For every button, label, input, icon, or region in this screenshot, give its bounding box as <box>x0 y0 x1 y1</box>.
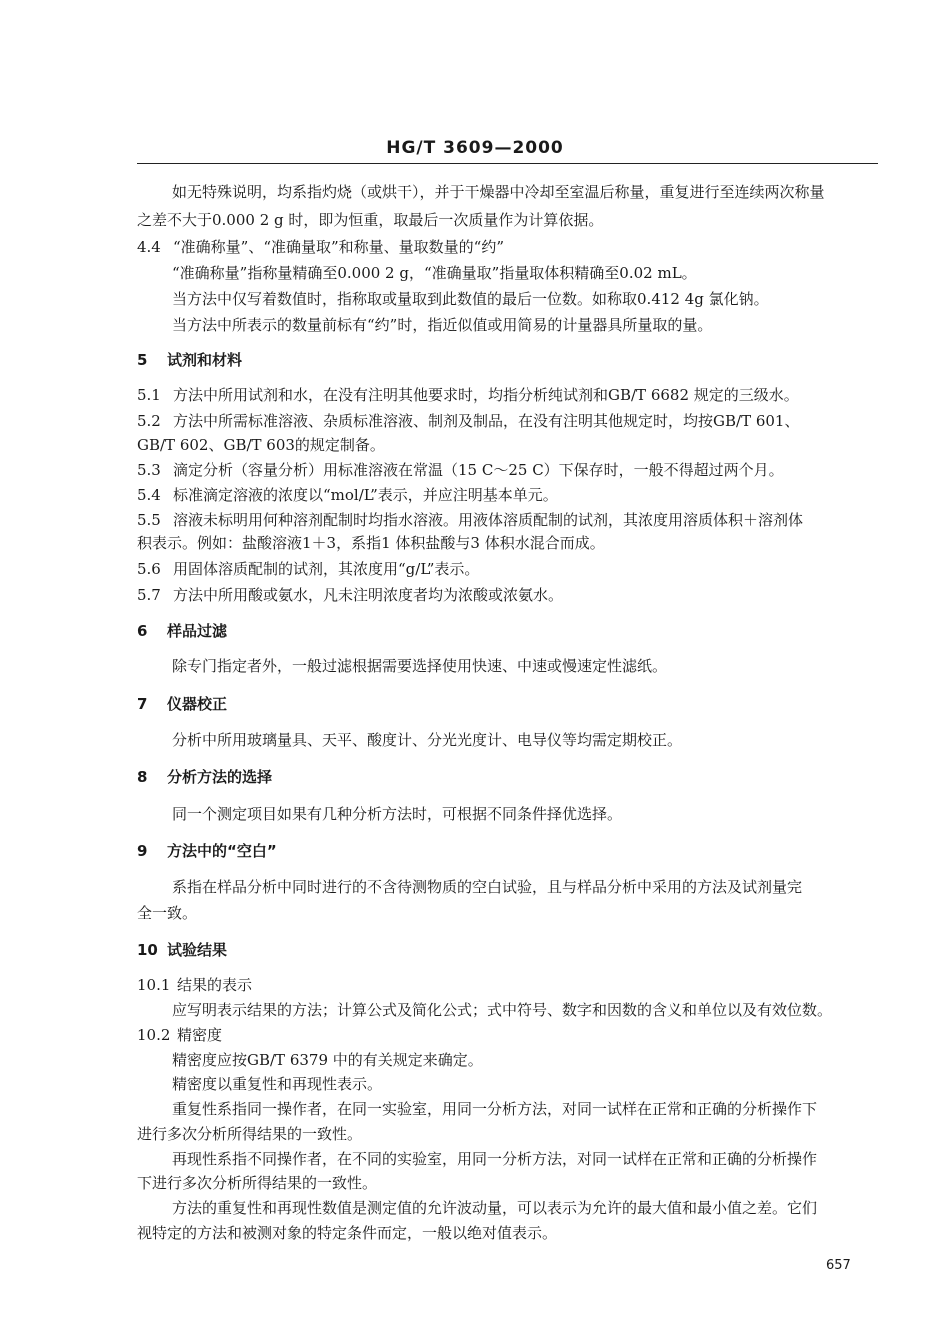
clause-5-2 <box>137 411 799 431</box>
document-header: HG/T 3609—2000 <box>386 138 564 158</box>
clause-text: 标准滴定溶液的浓度以“mol/L”表示，并应注明基本单元。 <box>173 486 558 504</box>
clause-text: 滴定分析（容量分析）用标准溶液在常温（15 C～25 C）下保存时，一般不得超过两个月。 <box>173 461 784 479</box>
clause-number: 5.7 <box>137 586 161 604</box>
clause-4-4-p1: “准确称量”指称量精确至0.000 2 g，“准确量取”指量取体积精确至0.02 mL。 <box>172 264 697 282</box>
section-9-text: 系指在样品分析中同时进行的不含待测物质的空白试验，且与样品分析中采用的方法及试剂量完 <box>172 878 803 896</box>
clause-10-1-heading <box>137 975 252 995</box>
clause-text: 方法中所需标准溶液、杂质标准溶液、制剂及制品，在没有注明其他规定时，均按GB/T 601、 <box>173 412 800 430</box>
section-number: 5 <box>137 351 148 369</box>
clause-title: “准确称量”、“准确量取”和称量、量取数量的“约” <box>173 238 505 256</box>
section-7-text: 分析中所用玻璃量具、天平、酸度计、分光光度计、电导仪等均需定期校正。 <box>172 731 683 749</box>
clause-10-2-p2: 精密度以重复性和再现性表示。 <box>172 1075 383 1093</box>
clause-number: 5.3 <box>137 461 161 479</box>
clause-5-6 <box>137 559 479 579</box>
paragraph-constant-weight: 如无特殊说明，均系指灼烧（或烘干），并于干燥器中冷却至室温后称量，重复进行至连续两次称量 <box>172 183 825 201</box>
clause-5-1 <box>137 385 799 405</box>
clause-text: 溶液未标明用何种溶剂配制时均指水溶液。用液体溶质配制的试剂，其浓度用溶质体积＋溶剂体 <box>173 511 804 529</box>
clause-10-2-p4-cont: 下进行多次分析所得结果的一致性。 <box>137 1174 378 1192</box>
clause-title: 精密度 <box>177 1026 223 1044</box>
section-5-heading <box>137 350 242 370</box>
clause-number: 5.5 <box>137 511 161 529</box>
clause-10-2-p1: 精密度应按GB/T 6379 中的有关规定来确定。 <box>172 1051 483 1069</box>
clause-text: 方法中所用酸或氨水，凡未注明浓度者均为浓酸或浓氨水。 <box>173 586 564 604</box>
clause-number: 4.4 <box>137 238 161 256</box>
clause-number: 5.1 <box>137 386 161 404</box>
section-title: 分析方法的选择 <box>167 768 273 786</box>
section-title: 试剂和材料 <box>167 351 243 369</box>
section-number: 7 <box>137 695 148 713</box>
section-number: 9 <box>137 842 148 860</box>
header-rule <box>137 163 878 164</box>
clause-number: 5.2 <box>137 412 161 430</box>
clause-10-1-text: 应写明表示结果的方法；计算公式及简化公式；式中符号、数字和因数的含义和单位以及有效位数。 <box>172 1001 833 1019</box>
section-title: 样品过滤 <box>167 622 228 640</box>
clause-5-3 <box>137 460 784 480</box>
clause-10-2-p4: 再现性系指不同操作者，在不同的实验室，用同一分析方法，对同一试样在正常和正确的分析操作 <box>172 1150 818 1168</box>
clause-10-2-p5: 方法的重复性和再现性数值是测定值的允许波动量，可以表示为允许的最大值和最小值之差。它们 <box>172 1199 818 1217</box>
clause-10-2-p5-cont: 视特定的方法和被测对象的特定条件而定，一般以绝对值表示。 <box>137 1224 558 1242</box>
section-9-heading <box>137 841 277 861</box>
clause-5-7 <box>137 585 563 605</box>
section-title: 试验结果 <box>167 941 228 959</box>
clause-10-2-p3: 重复性系指同一操作者，在同一实验室，用同一分析方法，对同一试样在正常和正确的分析操作下 <box>172 1100 818 1118</box>
section-7-heading <box>137 694 227 714</box>
paragraph-constant-weight-cont: 之差不大于0.000 2 g 时，即为恒重，取最后一次质量作为计算依据。 <box>137 211 604 229</box>
clause-title: 结果的表示 <box>177 976 253 994</box>
section-number: 10 <box>137 941 158 959</box>
clause-number: 5.4 <box>137 486 161 504</box>
section-10-heading <box>137 940 227 960</box>
section-title: 仪器校正 <box>167 695 228 713</box>
clause-text: 方法中所用试剂和水，在没有注明其他要求时，均指分析纯试剂和GB/T 6682 规定的三级水。 <box>173 386 799 404</box>
page-number: 657 <box>826 1258 851 1273</box>
section-6-heading <box>137 621 227 641</box>
clause-4-4-heading <box>137 237 504 257</box>
clause-number: 10.1 <box>137 976 171 994</box>
section-8-heading <box>137 767 272 787</box>
clause-5-5-cont: 积表示。例如：盐酸溶液1＋3，系指1 体积盐酸与3 体积水混合而成。 <box>137 534 605 552</box>
section-9-text-cont: 全一致。 <box>137 904 198 922</box>
clause-number: 10.2 <box>137 1026 171 1044</box>
clause-5-4 <box>137 485 558 505</box>
clause-text: 用固体溶质配制的试剂，其浓度用“g/L”表示。 <box>173 560 480 578</box>
section-6-text: 除专门指定者外，一般过滤根据需要选择使用快速、中速或慢速定性滤纸。 <box>172 657 668 675</box>
clause-number: 5.6 <box>137 560 161 578</box>
section-number: 8 <box>137 768 148 786</box>
clause-10-2-heading <box>137 1025 222 1045</box>
section-title: 方法中的“空白” <box>167 842 277 860</box>
clause-5-2-cont: GB/T 602、GB/T 603的规定制备。 <box>137 436 385 454</box>
clause-5-5 <box>137 510 803 530</box>
section-number: 6 <box>137 622 148 640</box>
clause-4-4-p3: 当方法中所表示的数量前标有“约”时，指近似值或用简易的计量器具所量取的量。 <box>172 316 713 334</box>
clause-4-4-p2: 当方法中仅写着数值时，指称取或量取到此数值的最后一位数。如称取0.412 4g 氯化钠。 <box>172 290 769 308</box>
section-8-text: 同一个测定项目如果有几种分析方法时，可根据不同条件择优选择。 <box>172 805 623 823</box>
clause-10-2-p3-cont: 进行多次分析所得结果的一致性。 <box>137 1125 363 1143</box>
